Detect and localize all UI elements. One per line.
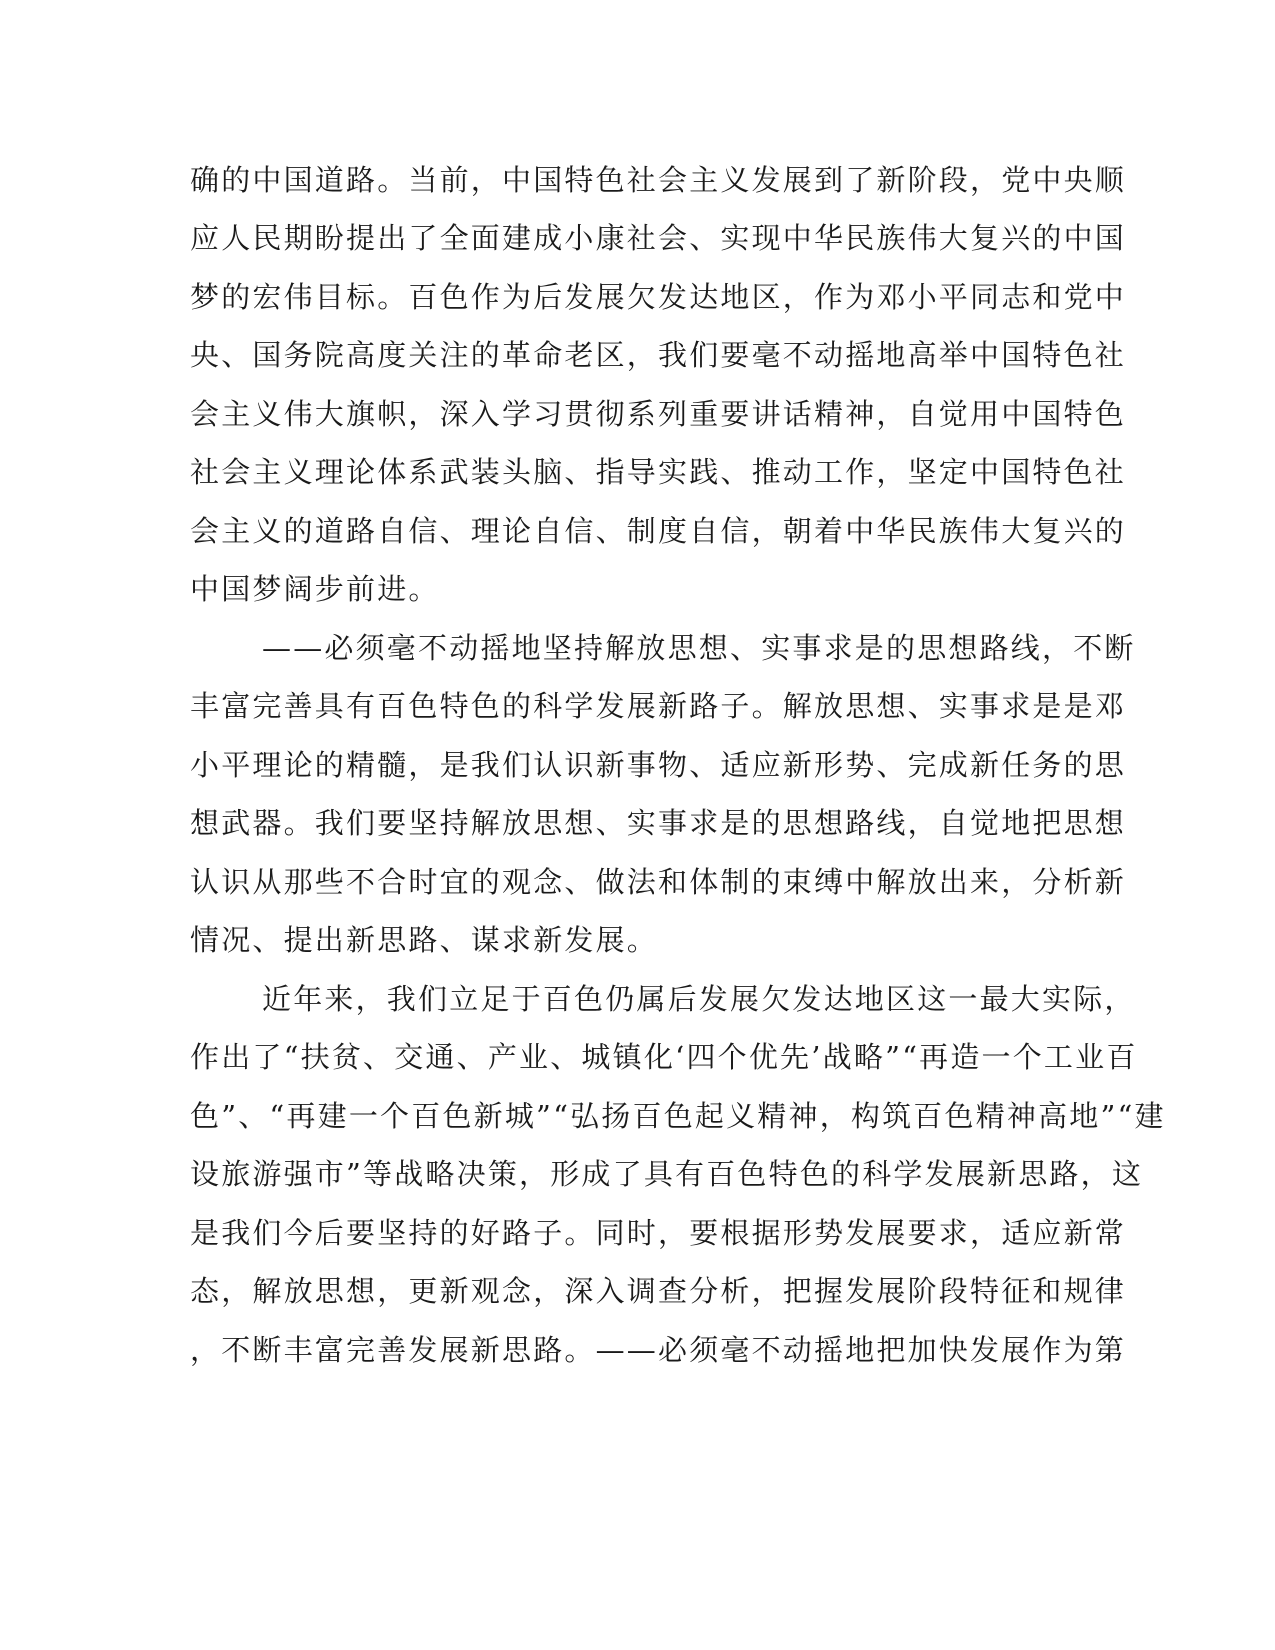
text-line: 认识从那些不合时宜的观念、做法和体制的束缚中解放出来，分析新 <box>190 865 1127 899</box>
text-line: 梦的宏伟目标。百色作为后发展欠发达地区，作为邓小平同志和党中 <box>190 280 1127 314</box>
text-line: 会主义伟大旗帜，深入学习贯彻系列重要讲话精神，自觉用中国特色 <box>190 397 1127 431</box>
text-line: 情况、提出新思路、谋求新发展。 <box>190 923 659 957</box>
text-line: 想武器。我们要坚持解放思想、实事求是的思想路线，自觉地把思想 <box>190 806 1127 840</box>
text-line: 丰富完善具有百色特色的科学发展新路子。解放思想、实事求是是邓 <box>190 689 1127 723</box>
text-line: 会主义的道路自信、理论自信、制度自信，朝着中华民族伟大复兴的 <box>190 514 1127 548</box>
text-line: 小平理论的精髓，是我们认识新事物、适应新形势、完成新任务的思 <box>190 748 1127 782</box>
text-line: 色”、“再建一个百色新城”“弘扬百色起义精神，构筑百色精神高地”“建 <box>190 1099 1166 1133</box>
text-line: ，不断丰富完善发展新思路。——必须毫不动摇地把加快发展作为第 <box>190 1333 1127 1367</box>
text-line: 中国梦阔步前进。 <box>190 572 440 606</box>
text-line: 是我们今后要坚持的好路子。同时，要根据形势发展要求，适应新常 <box>190 1216 1127 1250</box>
text-line: 社会主义理论体系武装头脑、指导实践、推动工作，坚定中国特色社 <box>190 455 1127 489</box>
text-line: 应人民期盼提出了全面建成小康社会、实现中华民族伟大复兴的中国 <box>190 221 1127 255</box>
text-line: 确的中国道路。当前，中国特色社会主义发展到了新阶段，党中央顺 <box>190 163 1127 197</box>
text-line: 态，解放思想，更新观念，深入调查分析，把握发展阶段特征和规律 <box>190 1274 1127 1308</box>
text-line: 作出了“扶贫、交通、产业、城镇化‘四个优先’战略”“再造一个工业百 <box>190 1040 1138 1074</box>
text-line: ——必须毫不动摇地坚持解放思想、实事求是的思想路线，不断 <box>262 631 1136 665</box>
text-line: 近年来，我们立足于百色仍属后发展欠发达地区这一最大实际， <box>262 982 1136 1016</box>
text-line: 央、国务院高度关注的革命老区，我们要毫不动摇地高举中国特色社 <box>190 338 1127 372</box>
text-line: 设旅游强市”等战略决策，形成了具有百色特色的科学发展新思路，这 <box>190 1157 1144 1191</box>
